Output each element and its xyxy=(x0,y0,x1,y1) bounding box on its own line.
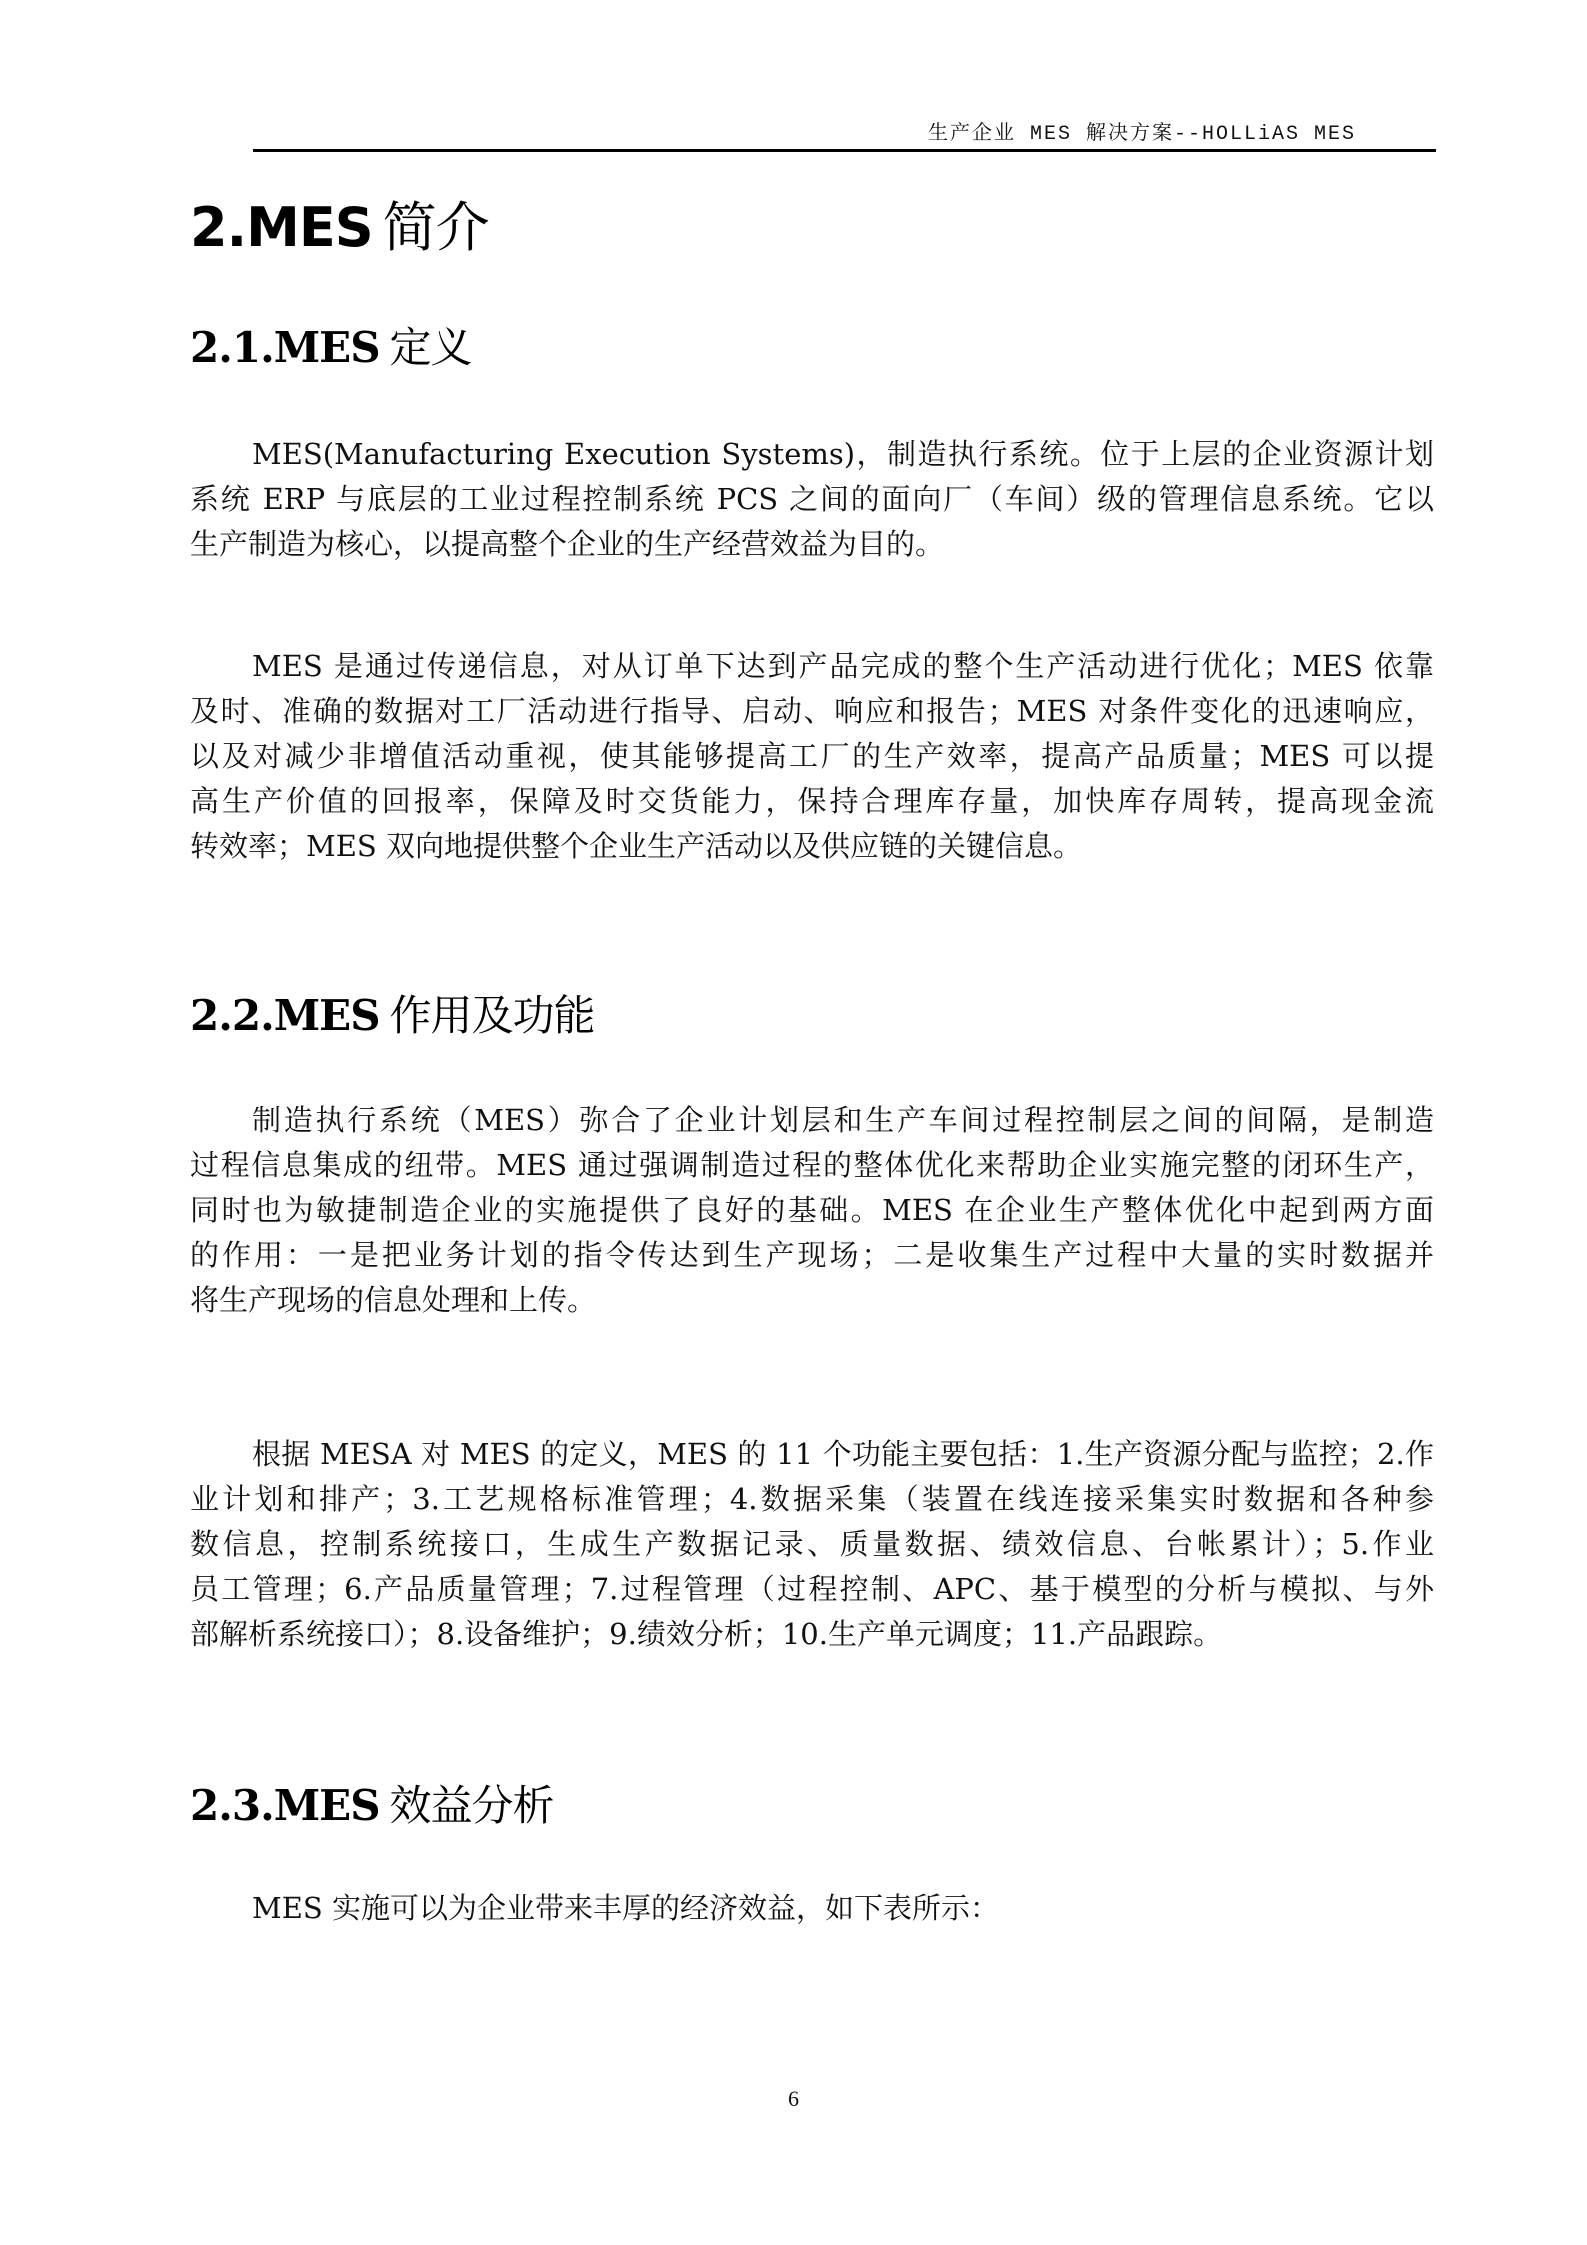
section-heading-number: 2.3.MES xyxy=(190,1781,380,1830)
running-header xyxy=(253,108,1436,152)
paragraph-line: 员工管理；6.产品质量管理；7.过程管理（过程控制、APC、基于模型的分析与模拟、与外 xyxy=(190,1572,1434,1606)
paragraph-mes-functions xyxy=(190,1432,1434,1657)
paragraph-line: 以及对减少非增值活动重视，使其能够提高工厂的生产效率，提高产品质量；MES 可以提 xyxy=(190,739,1434,773)
paragraph-line: 转效率；MES 双向地提供整个企业生产活动以及供应链的关键信息。 xyxy=(190,829,1082,863)
paragraph-mes-role xyxy=(190,1098,1434,1323)
section-heading-number: 2.2.MES xyxy=(190,991,380,1040)
header-divider xyxy=(253,149,1436,152)
paragraph-line: 将生产现场的信息处理和上传。 xyxy=(190,1283,597,1317)
paragraph-line: 业计划和排产；3.工艺规格标准管理；4.数据采集（装置在线连接采集实时数据和各种参 xyxy=(190,1482,1434,1516)
paragraph-line: MES 实施可以为企业带来丰厚的经济效益，如下表所示： xyxy=(252,1891,999,1925)
paragraph-mes-definition xyxy=(190,432,1434,567)
paragraph-line: MES 是通过传递信息，对从订单下达到产品完成的整个生产活动进行优化；MES 依靠 xyxy=(252,649,1434,683)
paragraph-mes-benefits-overview xyxy=(190,644,1434,869)
paragraph-line: 根据 MESA 对 MES 的定义，MES 的 11 个功能主要包括：1.生产资源分配与监控；2.作 xyxy=(252,1437,1434,1471)
paragraph-line: 制造执行系统（MES）弥合了企业计划层和生产车间过程控制层之间的间隔，是制造 xyxy=(252,1103,1434,1137)
paragraph-line: 同时也为敏捷制造企业的实施提供了良好的基础。MES 在企业生产整体优化中起到两方面 xyxy=(190,1193,1434,1227)
paragraph-line: 数信息，控制系统接口，生成生产数据记录、质量数据、绩效信息、台帐累计）；5.作业 xyxy=(190,1527,1434,1561)
paragraph-line: 系统 ERP 与底层的工业过程控制系统 PCS 之间的面向厂（车间）级的管理信息系统。它以 xyxy=(190,482,1434,516)
section-heading-2-1 xyxy=(190,322,472,374)
paragraph-line: 的作用：一是把业务计划的指令传达到生产现场；二是收集生产过程中大量的实时数据并 xyxy=(190,1238,1434,1272)
paragraph-line: 高生产价值的回报率，保障及时交货能力，保持合理库存量，加快库存周转，提高现金流 xyxy=(190,784,1434,818)
section-heading-2-2 xyxy=(190,990,595,1042)
section-heading-2-3 xyxy=(190,1780,554,1832)
page-number: 6 xyxy=(788,2086,799,2111)
chapter-heading-title: 简介 xyxy=(382,196,489,259)
section-heading-title: 效益分析 xyxy=(389,1781,554,1830)
running-header-title: 生产企业 MES 解决方案--HOLLiAS MES xyxy=(927,123,1356,146)
chapter-heading-number: 2.MES xyxy=(190,196,373,259)
section-heading-title: 定义 xyxy=(389,323,472,372)
paragraph-mes-economic-benefits xyxy=(190,1886,1434,1931)
paragraph-line: 部解析系统接口）；8.设备维护；9.绩效分析；10.生产单元调度；11.产品跟踪。 xyxy=(190,1617,1223,1651)
section-heading-title: 作用及功能 xyxy=(389,991,595,1040)
chapter-heading xyxy=(190,196,489,260)
paragraph-line: MES(Manufacturing Execution Systems)，制造执行系统。位于上层的企业资源计划 xyxy=(252,437,1434,471)
paragraph-line: 及时、准确的数据对工厂活动进行指导、启动、响应和报告；MES 对条件变化的迅速响应， xyxy=(190,694,1434,728)
paragraph-line: 生产制造为核心，以提高整个企业的生产经营效益为目的。 xyxy=(190,527,945,561)
section-heading-number: 2.1.MES xyxy=(190,323,380,372)
paragraph-line: 过程信息集成的纽带。MES 通过强调制造过程的整体优化来帮助企业实施完整的闭环生产， xyxy=(190,1148,1434,1182)
